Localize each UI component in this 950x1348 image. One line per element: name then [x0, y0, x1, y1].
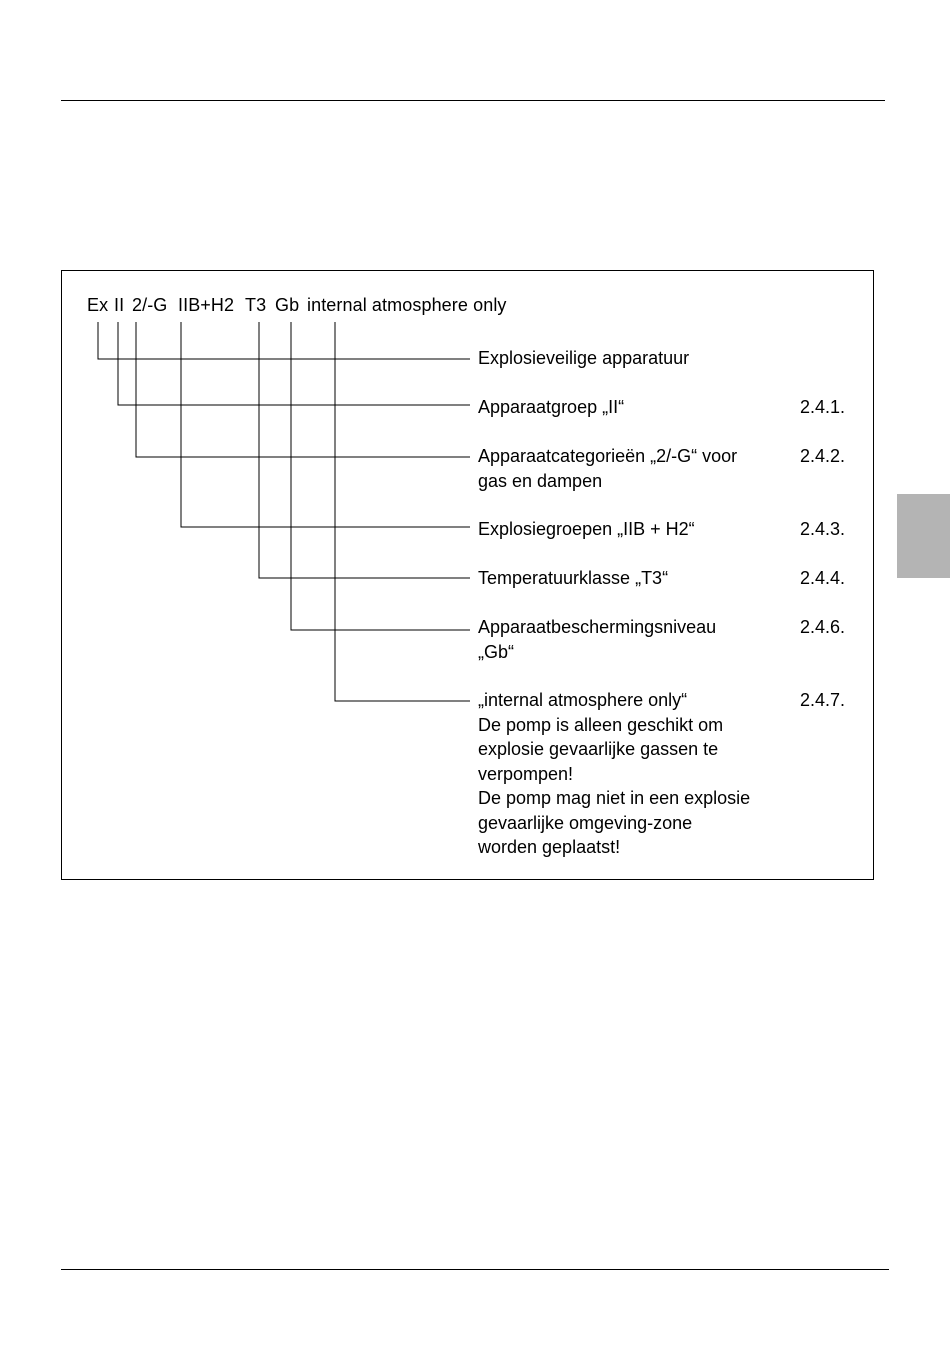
- description-line: explosie gevaarlijke gassen te: [478, 739, 719, 759]
- description-ex: [478, 346, 689, 371]
- connector-explosion-group: [181, 322, 470, 527]
- connector-internal: [335, 322, 470, 701]
- description-line: Explosieveilige apparatuur: [478, 348, 690, 368]
- description-line: Explosiegroepen „IIB + H2“: [478, 519, 695, 539]
- code-segment-explosion-group: IIB+H2: [178, 295, 235, 315]
- connector-category: [136, 322, 470, 457]
- code-segment-epl: Gb: [275, 295, 300, 315]
- description-line: gas en dampen: [478, 470, 603, 491]
- description-line: verpompen!: [478, 763, 574, 784]
- description-category: [478, 444, 737, 493]
- description-line: De pomp is alleen geschikt om: [478, 714, 724, 735]
- reference-category: 2.4.2.: [800, 446, 846, 466]
- connector-epl: [291, 322, 470, 630]
- footer-rule: [61, 1269, 889, 1270]
- description-internal: [478, 688, 750, 860]
- reference-temperature: 2.4.4.: [800, 568, 846, 588]
- connector-group: [118, 322, 470, 405]
- reference-internal: 2.4.7.: [800, 690, 846, 710]
- code-segment-internal: internal atmosphere only: [307, 295, 507, 315]
- description-epl: [478, 615, 716, 664]
- code-segment-category: 2/-G: [132, 295, 168, 315]
- description-line: gevaarlijke omgeving-zone: [478, 812, 693, 833]
- description-line: Apparaatcategorieën „2/-G“ voor: [478, 446, 738, 466]
- code-segment-group: II: [114, 295, 125, 315]
- reference-explosion-group: 2.4.3.: [800, 519, 846, 539]
- code-segment-temperature: T3: [245, 295, 267, 315]
- description-explosion-group: [478, 517, 695, 542]
- description-line: De pomp mag niet in een explosie: [478, 788, 751, 808]
- connector-ex: [98, 322, 470, 359]
- description-line: worden geplaatst!: [478, 837, 621, 857]
- description-group: [478, 395, 624, 420]
- reference-epl: 2.4.6.: [800, 617, 846, 637]
- description-temperature: [478, 566, 668, 591]
- description-line: „internal atmosphere only“: [478, 690, 688, 710]
- description-line: Apparaatbeschermingsniveau: [478, 617, 717, 637]
- description-line: Apparaatgroep „II“: [478, 397, 625, 417]
- code-segment-ex: Ex: [87, 295, 109, 315]
- description-line: Temperatuurklasse „T3“: [478, 568, 669, 588]
- description-line: „Gb“: [478, 641, 514, 662]
- reference-group: 2.4.1.: [800, 397, 846, 417]
